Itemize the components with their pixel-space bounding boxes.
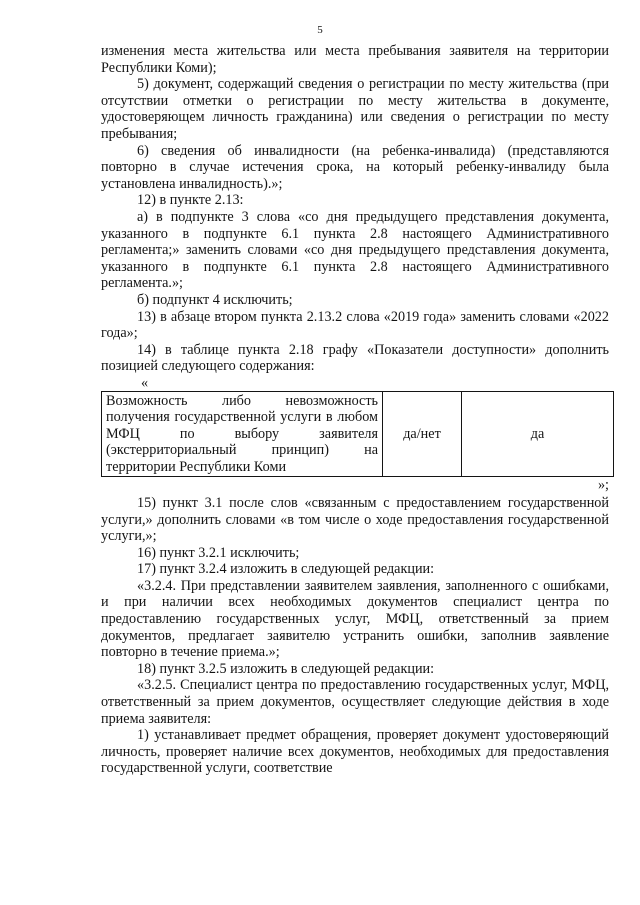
table-cell-indicator: Возможность либо невозможность получения государственной услуги в любом МФЦ по выбору заявителя (экстерриториальный принцип) на территории Республики Коми — [102, 391, 383, 476]
paragraph: 18) пункт 3.2.5 изложить в следующей редакции: — [137, 660, 435, 677]
paragraph: а) в подпункте 3 слова «со дня предыдущего представления документа, указанного в подпункте 6.1 пункта 2.8 настоящего Административного регламента;» заменить словами «со дня предыдущего представления документа, указанного в подпункте 6.1 пункта 2.8 настоящего Административного регламента.»; — [101, 208, 609, 292]
paragraph: 1) устанавливает предмет обращения, проверяет документ удостоверяющий личность, проверяет наличие всех документов, необходимых для предоставления государственной услуги, соответствие — [101, 727, 609, 777]
closing-quote: »; — [597, 476, 609, 493]
paragraph: 15) пункт 3.1 после слов «связанным с предоставлением государственной услуги,» дополнить словами «в том числе о ходе предоставления государственной услуги,»; — [101, 494, 609, 545]
paragraph: 6) сведения об инвалидности (на ребенка-инвалида) (представляются повторно в случае истечения срока, на который ребенку-инвалиду была установлена инвалидность).»; — [101, 142, 609, 192]
paragraph: 13) в абзаце втором пункта 2.13.2 слова «2019 года» заменить словами «2022 года»; — [101, 308, 609, 342]
paragraph: 16) пункт 3.2.1 исключить; — [137, 544, 300, 561]
document-body — [101, 43, 609, 777]
paragraph: 12) в пункте 2.13: — [137, 192, 244, 209]
opening-quote: « — [141, 374, 149, 391]
paragraph: б) подпункт 4 исключить; — [137, 291, 293, 308]
paragraph: изменения места жительства или места пребывания заявителя на территории Республики Коми); — [101, 43, 609, 76]
table-cell-unit: да/нет — [383, 391, 462, 476]
paragraph: «3.2.5. Специалист центра по предоставлению государственных услуг, МФЦ, ответственный за прием документов, осуществляет следующие действия в ходе приема заявителя: — [101, 677, 609, 727]
table-row — [102, 391, 614, 476]
accessibility-table — [101, 391, 614, 477]
paragraph: 17) пункт 3.2.4 изложить в следующей редакции: — [137, 561, 435, 578]
paragraph: 14) в таблице пункта 2.18 графу «Показатели доступности» дополнить позицией следующего содержания: — [101, 341, 609, 375]
paragraph: «3.2.4. При представлении заявителем заявления, заполненного с ошибками, и при наличии всех необходимых документов специалист центра по предоставлению государственных услуг, МФЦ, ответственный за прием документов, предлагает заявителю устранить ошибки, заполнив заявление повторно в течение приема.»; — [101, 577, 609, 661]
paragraph: 5) документ, содержащий сведения о регистрации по месту жительства (при отсутствии отметки о регистрации по месту жительства в документе, удостоверяющем личность гражданина) или сведения о регистрации по месту пребывания; — [101, 76, 609, 142]
page-number: 5 — [317, 24, 323, 36]
table-cell-value: да — [462, 391, 614, 476]
